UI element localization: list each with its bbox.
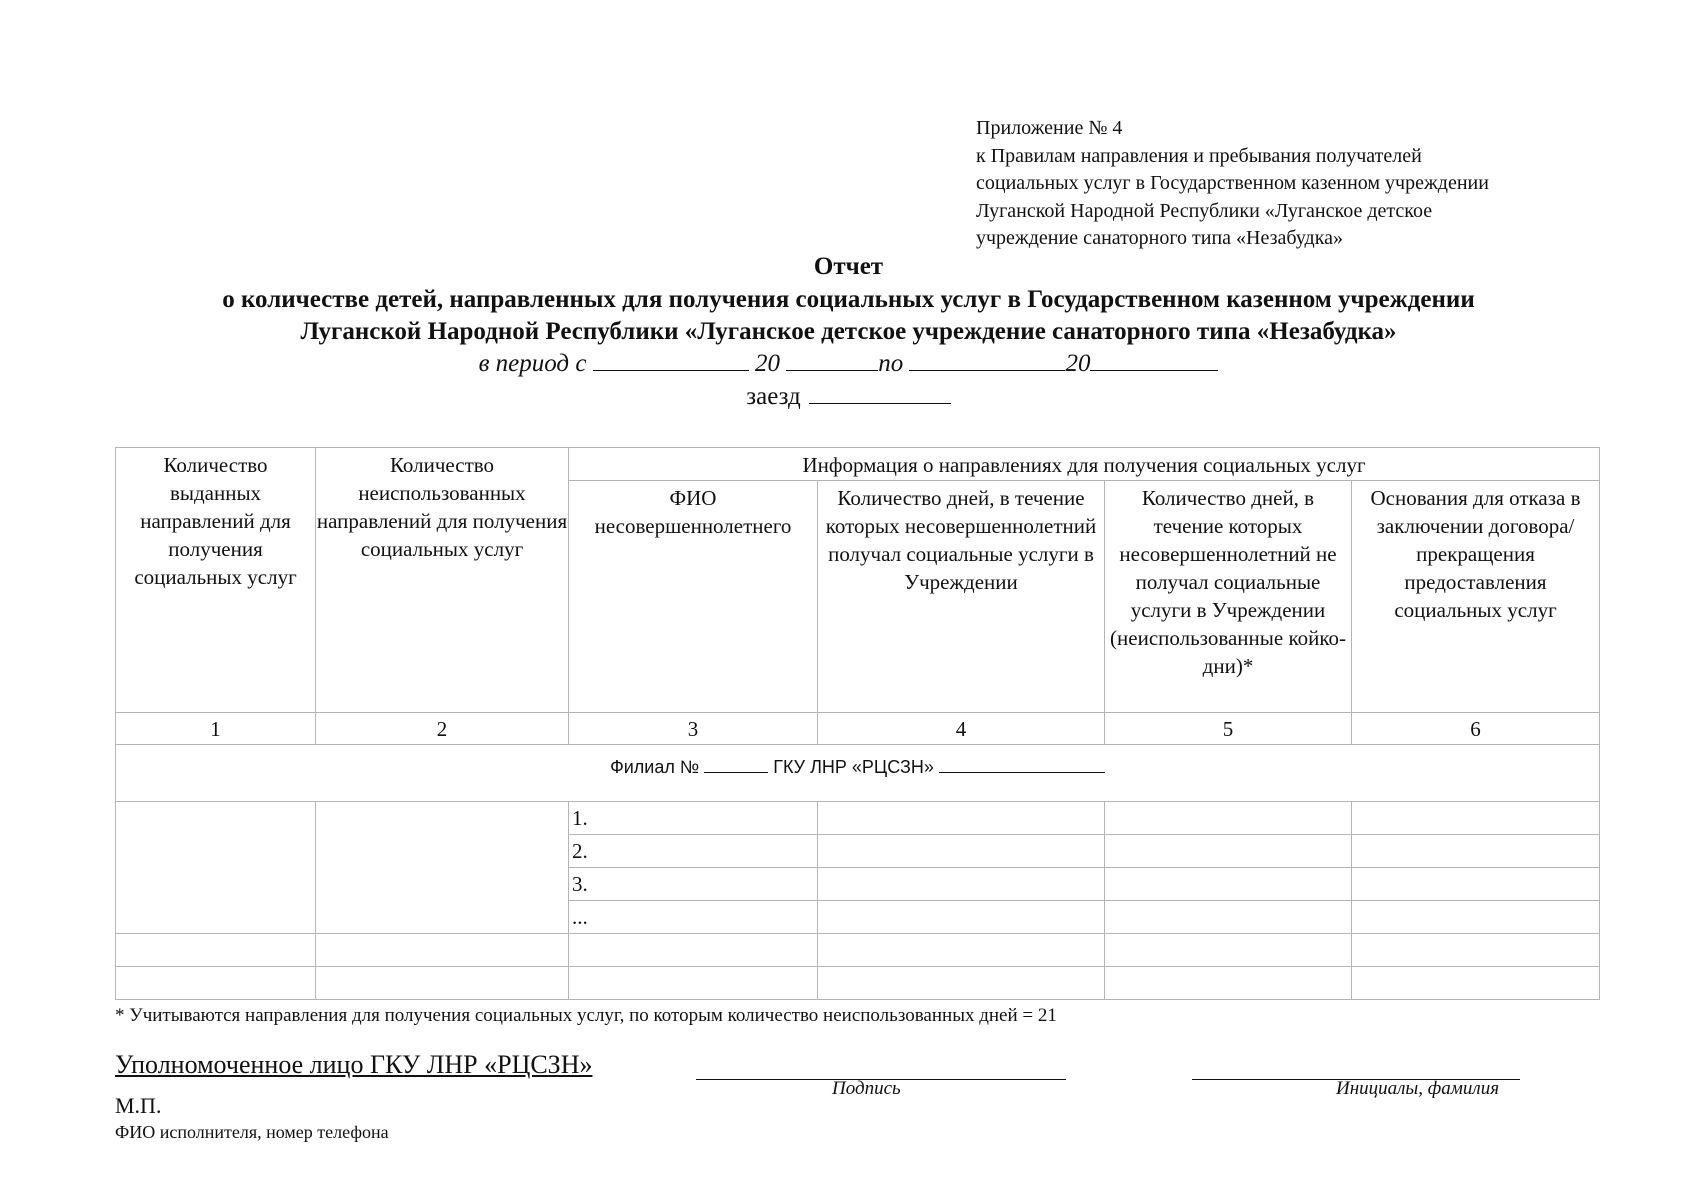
signature-caption: Подпись	[832, 1078, 901, 1099]
empty-cell[interactable]	[116, 967, 316, 1000]
branch-name-field[interactable]	[939, 754, 1105, 773]
days-received-cell[interactable]	[818, 835, 1105, 868]
minor-name-cell[interactable]: 1.	[569, 802, 818, 835]
footnote: * Учитываются направления для получения социальных услуг, по которым количество неиспользованных дней = 21	[115, 1005, 1057, 1026]
days-not-received-cell[interactable]	[1105, 802, 1352, 835]
minor-name-cell[interactable]: 2.	[569, 835, 818, 868]
report-table	[115, 447, 1600, 1000]
column-number: 6	[1352, 713, 1600, 745]
report-title-line1: о количестве детей, направленных для получения социальных услуг в Государственном казенном учреждении	[222, 286, 1475, 313]
appendix-line: социальных услуг в Государственном казенном учреждении	[976, 172, 1489, 194]
column-number: 1	[116, 713, 316, 745]
column-number: 4	[818, 713, 1105, 745]
days-received-cell[interactable]	[818, 868, 1105, 901]
column-number: 5	[1105, 713, 1352, 745]
period-year-1-field[interactable]	[786, 348, 878, 371]
header-days-not-received: Количество дней, в течение которых несовершеннолетний не получал социальные услуги в Учреждении (неиспользованные койко-дни)*	[1105, 481, 1352, 713]
branch-prefix: Филиал №	[610, 757, 700, 777]
header-referral-info: Информация о направлениях для получения социальных услуг	[569, 448, 1600, 481]
period-to-label: по	[878, 350, 904, 377]
empty-cell[interactable]	[116, 934, 316, 967]
unused-count-cell[interactable]	[316, 802, 569, 934]
days-not-received-cell[interactable]	[1105, 901, 1352, 934]
days-received-cell[interactable]	[818, 802, 1105, 835]
stamp-place: М.П.	[115, 1093, 162, 1118]
period-from-label: в период с	[478, 350, 587, 377]
header-refusal-grounds: Основания для отказа в заключении договора/прекращения предоставления социальных услуг	[1352, 481, 1600, 713]
appendix-line: Луганской Народной Республики «Луганское детское	[976, 199, 1433, 222]
period-start-field[interactable]	[593, 348, 749, 371]
refusal-grounds-cell[interactable]	[1352, 901, 1600, 934]
branch-org: ГКУ ЛНР «РЦСЗН»	[773, 757, 934, 777]
issued-count-cell[interactable]	[116, 802, 316, 934]
days-not-received-cell[interactable]	[1105, 868, 1352, 901]
empty-cell[interactable]	[818, 934, 1105, 967]
header-unused-referrals: Количество неиспользованных направлений для получения социальных услуг	[316, 448, 569, 713]
days-received-cell[interactable]	[818, 901, 1105, 934]
appendix-note	[976, 115, 1616, 253]
empty-cell[interactable]	[1352, 934, 1600, 967]
arrival-line	[0, 381, 1697, 411]
arrival-field[interactable]	[809, 381, 951, 404]
period-end-field[interactable]	[909, 348, 1065, 371]
minor-name-cell[interactable]: 3.	[569, 868, 818, 901]
empty-cell[interactable]	[569, 934, 818, 967]
period-line	[0, 348, 1697, 378]
header-days-received: Количество дней, в течение которых несовершеннолетний получал социальные услуги в Учреждении	[818, 481, 1105, 713]
period-year-2-field[interactable]	[1090, 348, 1218, 371]
report-heading: Отчет	[813, 253, 884, 280]
empty-cell[interactable]	[316, 934, 569, 967]
minor-name-cell[interactable]: ...	[569, 901, 818, 934]
empty-cell[interactable]	[316, 967, 569, 1000]
report-title-line2: Луганской Народной Республики «Луганское детское учреждение санаторного типа «Незабудка»	[300, 318, 1397, 345]
header-minor-name: ФИО несовершеннолетнего	[569, 481, 818, 713]
branch-line	[116, 745, 1599, 781]
empty-cell[interactable]	[1105, 967, 1352, 1000]
period-year-2: 20	[1065, 350, 1091, 377]
header-issued-referrals: Количество выданных направлений для получения социальных услуг	[116, 448, 316, 713]
refusal-grounds-cell[interactable]	[1352, 802, 1600, 835]
appendix-line: к Правилам направления и пребывания получателей	[976, 144, 1422, 167]
authorized-person: Уполномоченное лицо ГКУ ЛНР «РЦСЗН»	[115, 1050, 593, 1079]
period-year-1: 20	[754, 350, 780, 377]
empty-cell[interactable]	[569, 967, 818, 1000]
branch-row	[116, 745, 1600, 802]
empty-cell[interactable]	[1105, 934, 1352, 967]
column-number: 2	[316, 713, 569, 745]
executor-label: ФИО исполнителя, номер телефона	[115, 1122, 389, 1142]
refusal-grounds-cell[interactable]	[1352, 868, 1600, 901]
refusal-grounds-cell[interactable]	[1352, 835, 1600, 868]
empty-cell[interactable]	[1352, 967, 1600, 1000]
days-not-received-cell[interactable]	[1105, 835, 1352, 868]
appendix-line: Приложение № 4	[976, 117, 1123, 139]
branch-number-field[interactable]	[704, 754, 768, 773]
empty-cell[interactable]	[818, 967, 1105, 1000]
arrival-label: заезд	[746, 383, 801, 410]
name-caption: Инициалы, фамилия	[1336, 1078, 1500, 1099]
column-number: 3	[569, 713, 818, 745]
appendix-line: учреждение санаторного типа «Незабудка»	[976, 227, 1344, 249]
